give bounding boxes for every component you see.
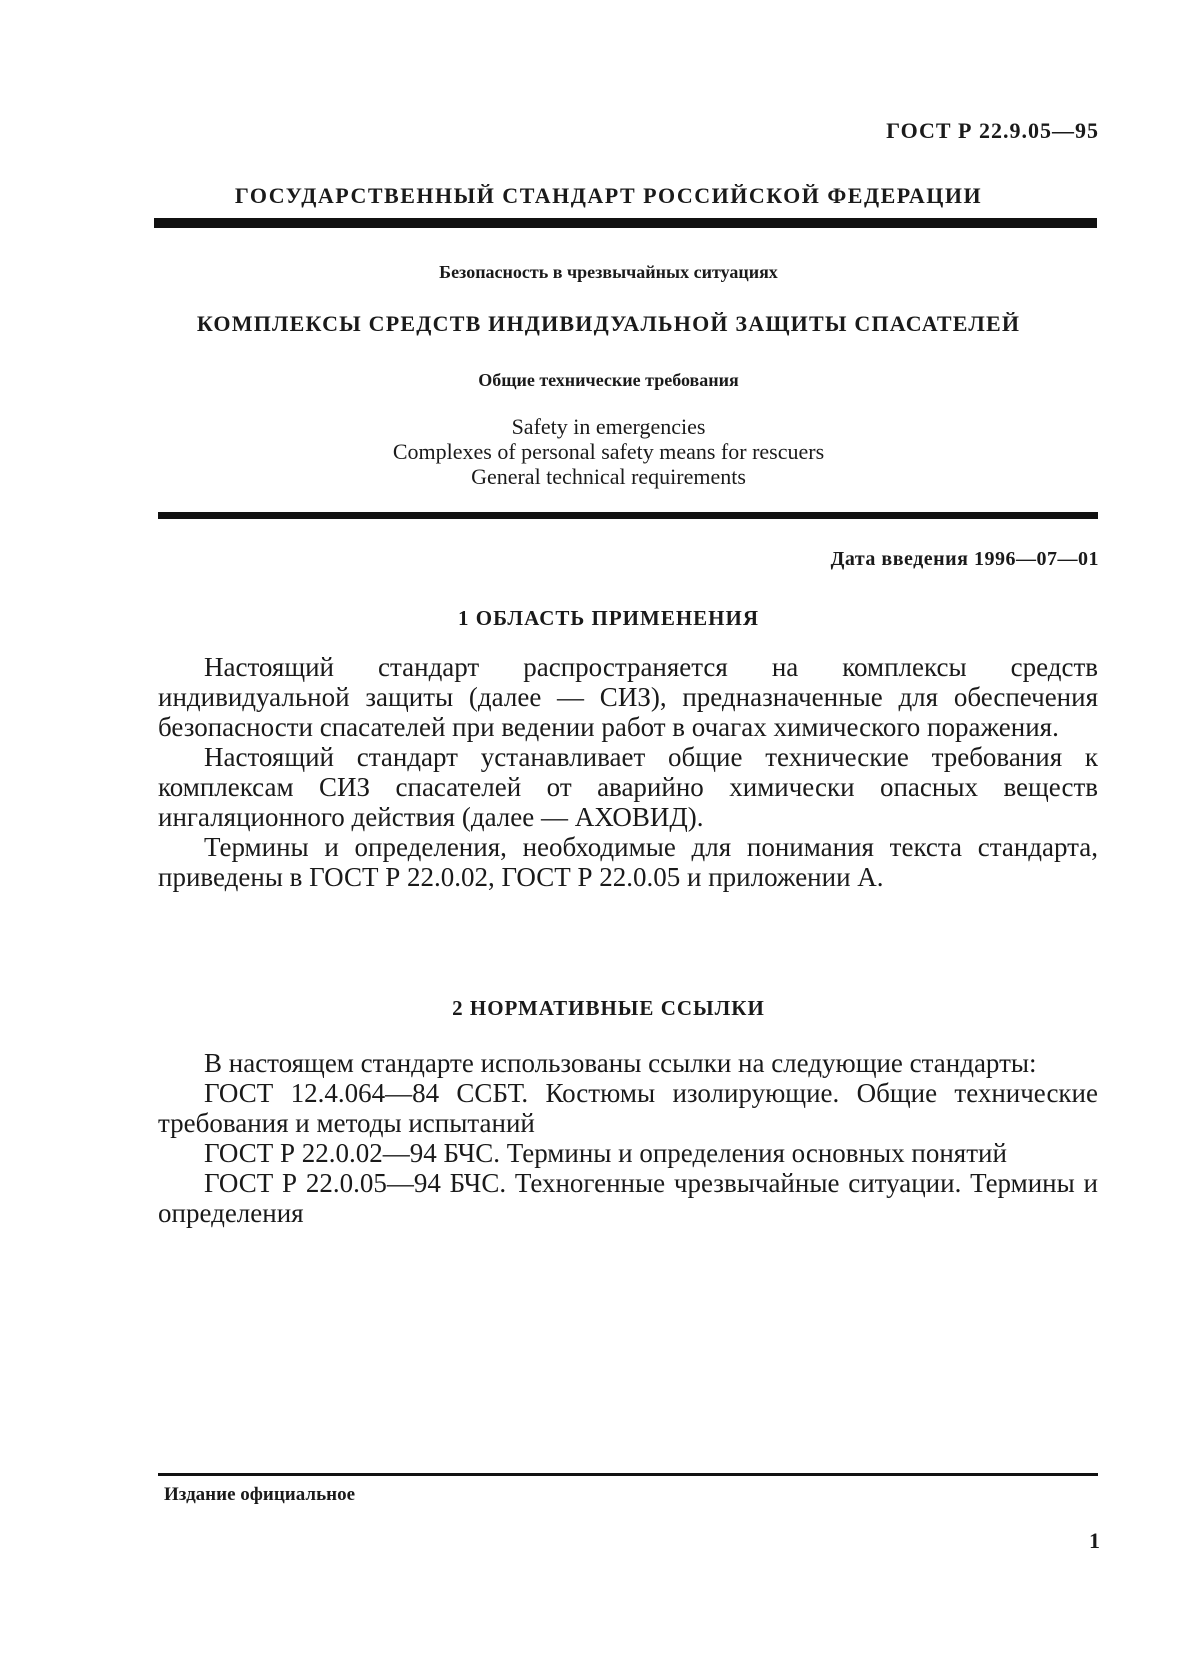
introduction-date: Дата введения 1996—07—01 (830, 548, 1099, 570)
paragraph: Настоящий стандарт распространяется на комплексы средств индивидуальной защиты (далее — СИЗ), предназначенные для обеспечения безопасности спасателей при ведении работ в очагах химического поражения. (158, 652, 1098, 742)
section-1-body (158, 652, 1098, 892)
english-title-line: Complexes of personal safety means for rescuers (392, 439, 825, 464)
official-edition-label: Издание официальное (164, 1484, 356, 1505)
reference-item: ГОСТ 12.4.064—84 ССБТ. Костюмы изолирующие. Общие технические требования и методы испытаний (158, 1078, 1098, 1138)
reference-item: ГОСТ Р 22.0.02—94 БЧС. Термины и определения основных понятий (204, 1138, 1007, 1168)
section-1-heading: 1 ОБЛАСТЬ ПРИМЕНЕНИЯ (457, 606, 760, 630)
state-standard-title: ГОСУДАРСТВЕННЫЙ СТАНДАРТ РОССИЙСКОЙ ФЕДЕРАЦИИ (234, 183, 983, 208)
section-2-heading: 2 НОРМАТИВНЫЕ ССЫЛКИ (452, 996, 765, 1020)
english-title-line: Safety in emergencies (511, 414, 706, 439)
english-title-block (0, 414, 1187, 489)
page-number: 1 (1089, 1528, 1100, 1553)
paragraph: Термины и определения, необходимые для понимания текста стандарта, приведены в ГОСТ Р 22.0.02, ГОСТ Р 22.0.05 и приложении А. (158, 832, 1098, 892)
paragraph: В настоящем стандарте использованы ссылки на следующие стандарты: (204, 1048, 1037, 1078)
section-2-body (158, 1048, 1098, 1228)
document-main-title: КОМПЛЕКСЫ СРЕДСТВ ИНДИВИДУАЛЬНОЙ ЗАЩИТЫ СПАСАТЕЛЕЙ (196, 311, 1021, 336)
middle-rule-divider (158, 512, 1098, 519)
footer-rule-divider (158, 1473, 1098, 1476)
document-subtitle: Безопасность в чрезвычайных ситуациях (439, 262, 778, 282)
paragraph: Настоящий стандарт устанавливает общие технические требования к комплексам СИЗ спасателей от аварийно химически опасных веществ ингаляционного действия (далее — АХОВИД). (158, 742, 1098, 832)
english-title-line: General technical requirements (471, 464, 746, 489)
top-rule-divider (154, 218, 1097, 228)
document-sub-subtitle: Общие технические требования (478, 370, 739, 390)
reference-item: ГОСТ Р 22.0.05—94 БЧС. Техногенные чрезвычайные ситуации. Термины и определения (158, 1168, 1098, 1228)
document-code: ГОСТ Р 22.9.05—95 (886, 118, 1099, 143)
